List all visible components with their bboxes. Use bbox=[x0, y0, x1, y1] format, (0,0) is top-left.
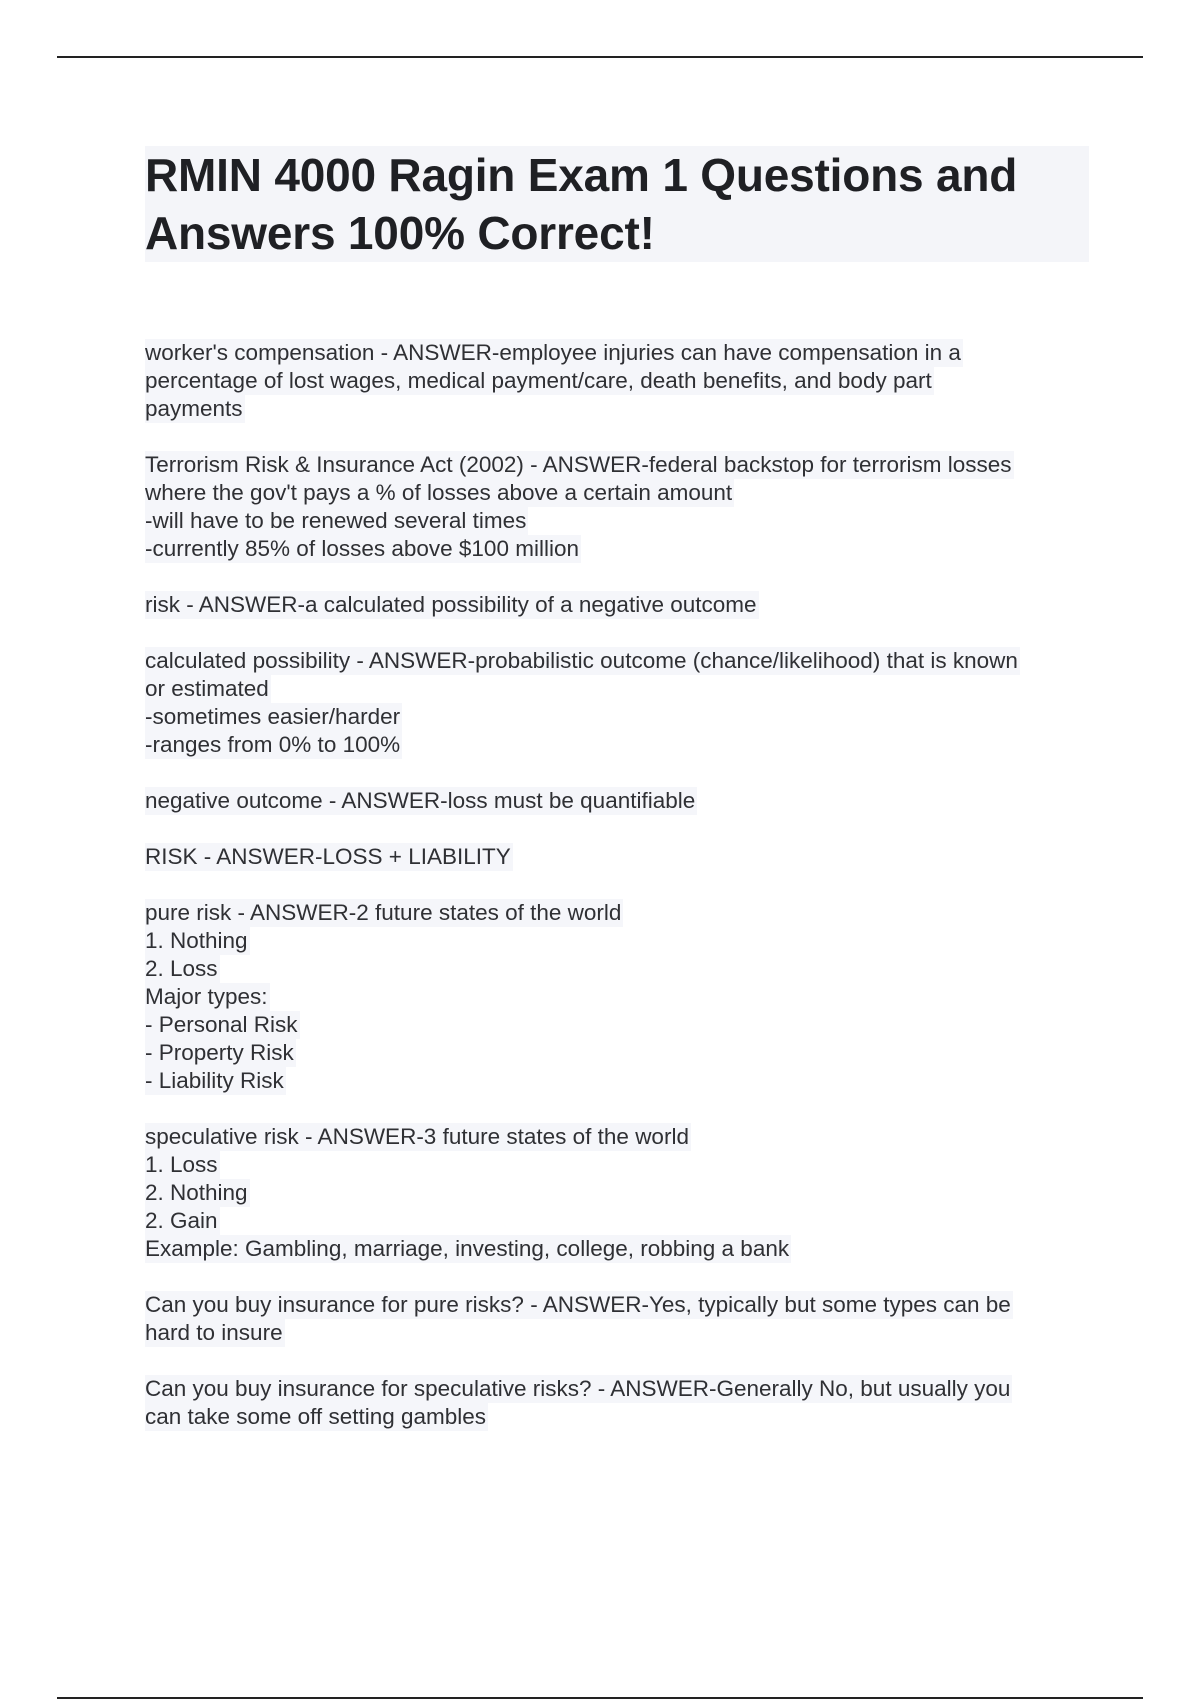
qa-line: -sometimes easier/harder bbox=[145, 704, 401, 729]
qa-line: percentage of lost wages, medical payment/care, death benefits, and body part bbox=[145, 368, 932, 393]
qa-list bbox=[145, 339, 1095, 1459]
qa-line: 1. Nothing bbox=[145, 928, 248, 953]
qa-entry bbox=[145, 451, 1095, 563]
qa-entry bbox=[145, 647, 1095, 759]
qa-line: 2. Loss bbox=[145, 956, 218, 981]
qa-line: or estimated bbox=[145, 676, 269, 701]
qa-entry bbox=[145, 1291, 1095, 1347]
qa-entry bbox=[145, 591, 1095, 619]
qa-line: Terrorism Risk & Insurance Act (2002) - ANSWER-federal backstop for terrorism losses bbox=[145, 452, 1012, 477]
top-divider bbox=[57, 56, 1143, 58]
qa-line: Can you buy insurance for pure risks? - ANSWER-Yes, typically but some types can be bbox=[145, 1292, 1011, 1317]
qa-line: payments bbox=[145, 396, 243, 421]
qa-line: -will have to be renewed several times bbox=[145, 508, 527, 533]
qa-line: calculated possibility - ANSWER-probabilistic outcome (chance/likelihood) that is known bbox=[145, 648, 1018, 673]
qa-line: Major types: bbox=[145, 984, 268, 1009]
qa-line: - Liability Risk bbox=[145, 1068, 284, 1093]
qa-entry bbox=[145, 1123, 1095, 1263]
qa-line: Can you buy insurance for speculative risks? - ANSWER-Generally No, but usually you bbox=[145, 1376, 1011, 1401]
qa-entry bbox=[145, 899, 1095, 1095]
qa-line: -ranges from 0% to 100% bbox=[145, 732, 401, 757]
qa-line: risk - ANSWER-a calculated possibility of a negative outcome bbox=[145, 592, 757, 617]
qa-line: speculative risk - ANSWER-3 future states of the world bbox=[145, 1124, 689, 1149]
qa-entry bbox=[145, 1375, 1095, 1431]
qa-line: -currently 85% of losses above $100 million bbox=[145, 536, 579, 561]
qa-line: worker's compensation - ANSWER-employee injuries can have compensation in a bbox=[145, 340, 961, 365]
qa-line: - Personal Risk bbox=[145, 1012, 298, 1037]
qa-line: 2. Gain bbox=[145, 1208, 218, 1233]
title-block bbox=[145, 146, 1089, 262]
qa-line: pure risk - ANSWER-2 future states of the world bbox=[145, 900, 622, 925]
qa-line: negative outcome - ANSWER-loss must be quantifiable bbox=[145, 788, 696, 813]
bottom-divider bbox=[57, 1697, 1143, 1699]
qa-entry bbox=[145, 339, 1095, 423]
document-title: RMIN 4000 Ragin Exam 1 Questions and Answers 100% Correct! bbox=[145, 149, 1018, 259]
qa-line: hard to insure bbox=[145, 1320, 283, 1345]
qa-line: 1. Loss bbox=[145, 1152, 218, 1177]
qa-entry bbox=[145, 787, 1095, 815]
qa-line: can take some off setting gambles bbox=[145, 1404, 487, 1429]
qa-line: RISK - ANSWER-LOSS + LIABILITY bbox=[145, 844, 511, 869]
qa-line: where the gov't pays a % of losses above a certain amount bbox=[145, 480, 733, 505]
qa-entry bbox=[145, 843, 1095, 871]
qa-line: Example: Gambling, marriage, investing, college, robbing a bank bbox=[145, 1236, 790, 1261]
qa-line: 2. Nothing bbox=[145, 1180, 248, 1205]
qa-line: - Property Risk bbox=[145, 1040, 294, 1065]
